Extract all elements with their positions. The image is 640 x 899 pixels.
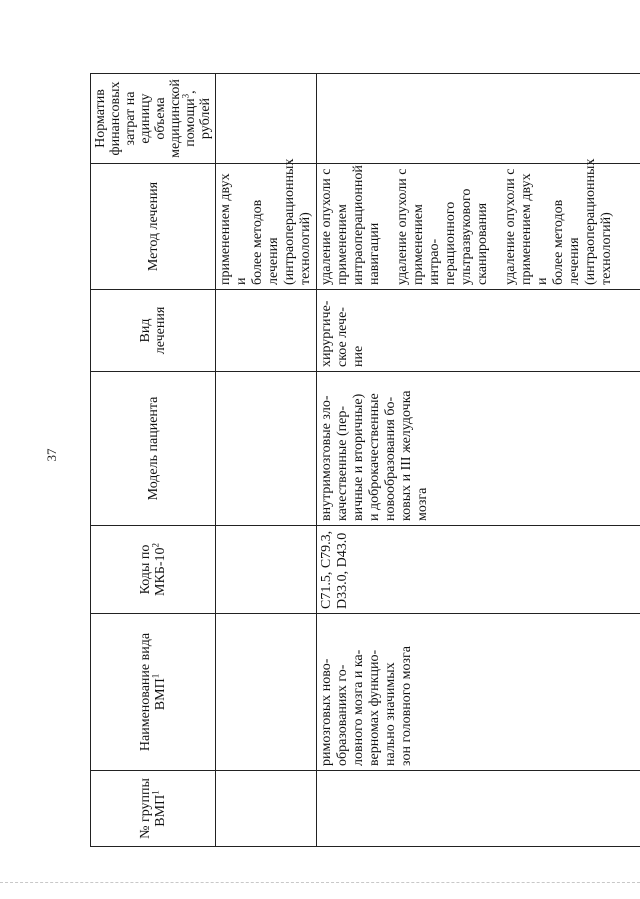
header-name: Наименование вида ВМП$^1$ bbox=[91, 614, 216, 771]
header-codes: Коды по МКБ-$10^2$ bbox=[91, 526, 216, 614]
main-treatment-type: хирургиче- ское лече- ние bbox=[317, 290, 640, 372]
vmp-table-rotated bbox=[90, 74, 614, 847]
method-ultrasound: удаление опухоли с применением интрао- перационного ультразвукового сканирования bbox=[395, 168, 490, 285]
scan-edge-line bbox=[0, 882, 640, 883]
header-treatment-type: Вид лечения bbox=[91, 290, 216, 372]
cont-method: применением двух и более методов лечения (интраоперационных технологий) bbox=[216, 164, 317, 290]
method-navigation: удаление опухоли с применением интраоперационной навигации bbox=[319, 165, 382, 285]
page-number: 37 bbox=[44, 448, 59, 462]
main-norm bbox=[317, 74, 640, 164]
main-group bbox=[317, 771, 640, 847]
main-codes: C71.5, C79.3, D33.0, D43.0 bbox=[317, 526, 640, 614]
vmp-table bbox=[90, 73, 640, 847]
main-method bbox=[317, 158, 640, 290]
header-model: Модель пациента bbox=[91, 372, 216, 526]
cont-codes bbox=[216, 526, 317, 614]
header-row bbox=[91, 74, 216, 847]
header-method: Метод лечения bbox=[91, 164, 216, 290]
main-row bbox=[317, 74, 640, 847]
header-group: № группы ВМП$^1$ bbox=[91, 771, 216, 847]
cont-norm bbox=[216, 74, 317, 164]
method-combined: удаление опухоли с применением двух и более методов лечения (интраоперационных технологий) bbox=[503, 158, 614, 285]
cont-model bbox=[216, 372, 317, 526]
main-name: римозговых ново- образованиях го- ловного мозга и ка- верномах функцио- нально значимых зон головного мозга bbox=[317, 614, 640, 771]
cont-treatment-type bbox=[216, 290, 317, 372]
main-model: внутримозговые зло- качественные (пер- вичные и вторичные) и доброкачественные новообразования бо- ковых и III желудочка мозга bbox=[317, 372, 640, 526]
continuation-row bbox=[216, 74, 317, 847]
cont-name bbox=[216, 614, 317, 771]
cont-group bbox=[216, 771, 317, 847]
header-norm: Норматив финансовых затрат на единицу объема медицинской помощи$^3$, рублей bbox=[91, 74, 216, 164]
